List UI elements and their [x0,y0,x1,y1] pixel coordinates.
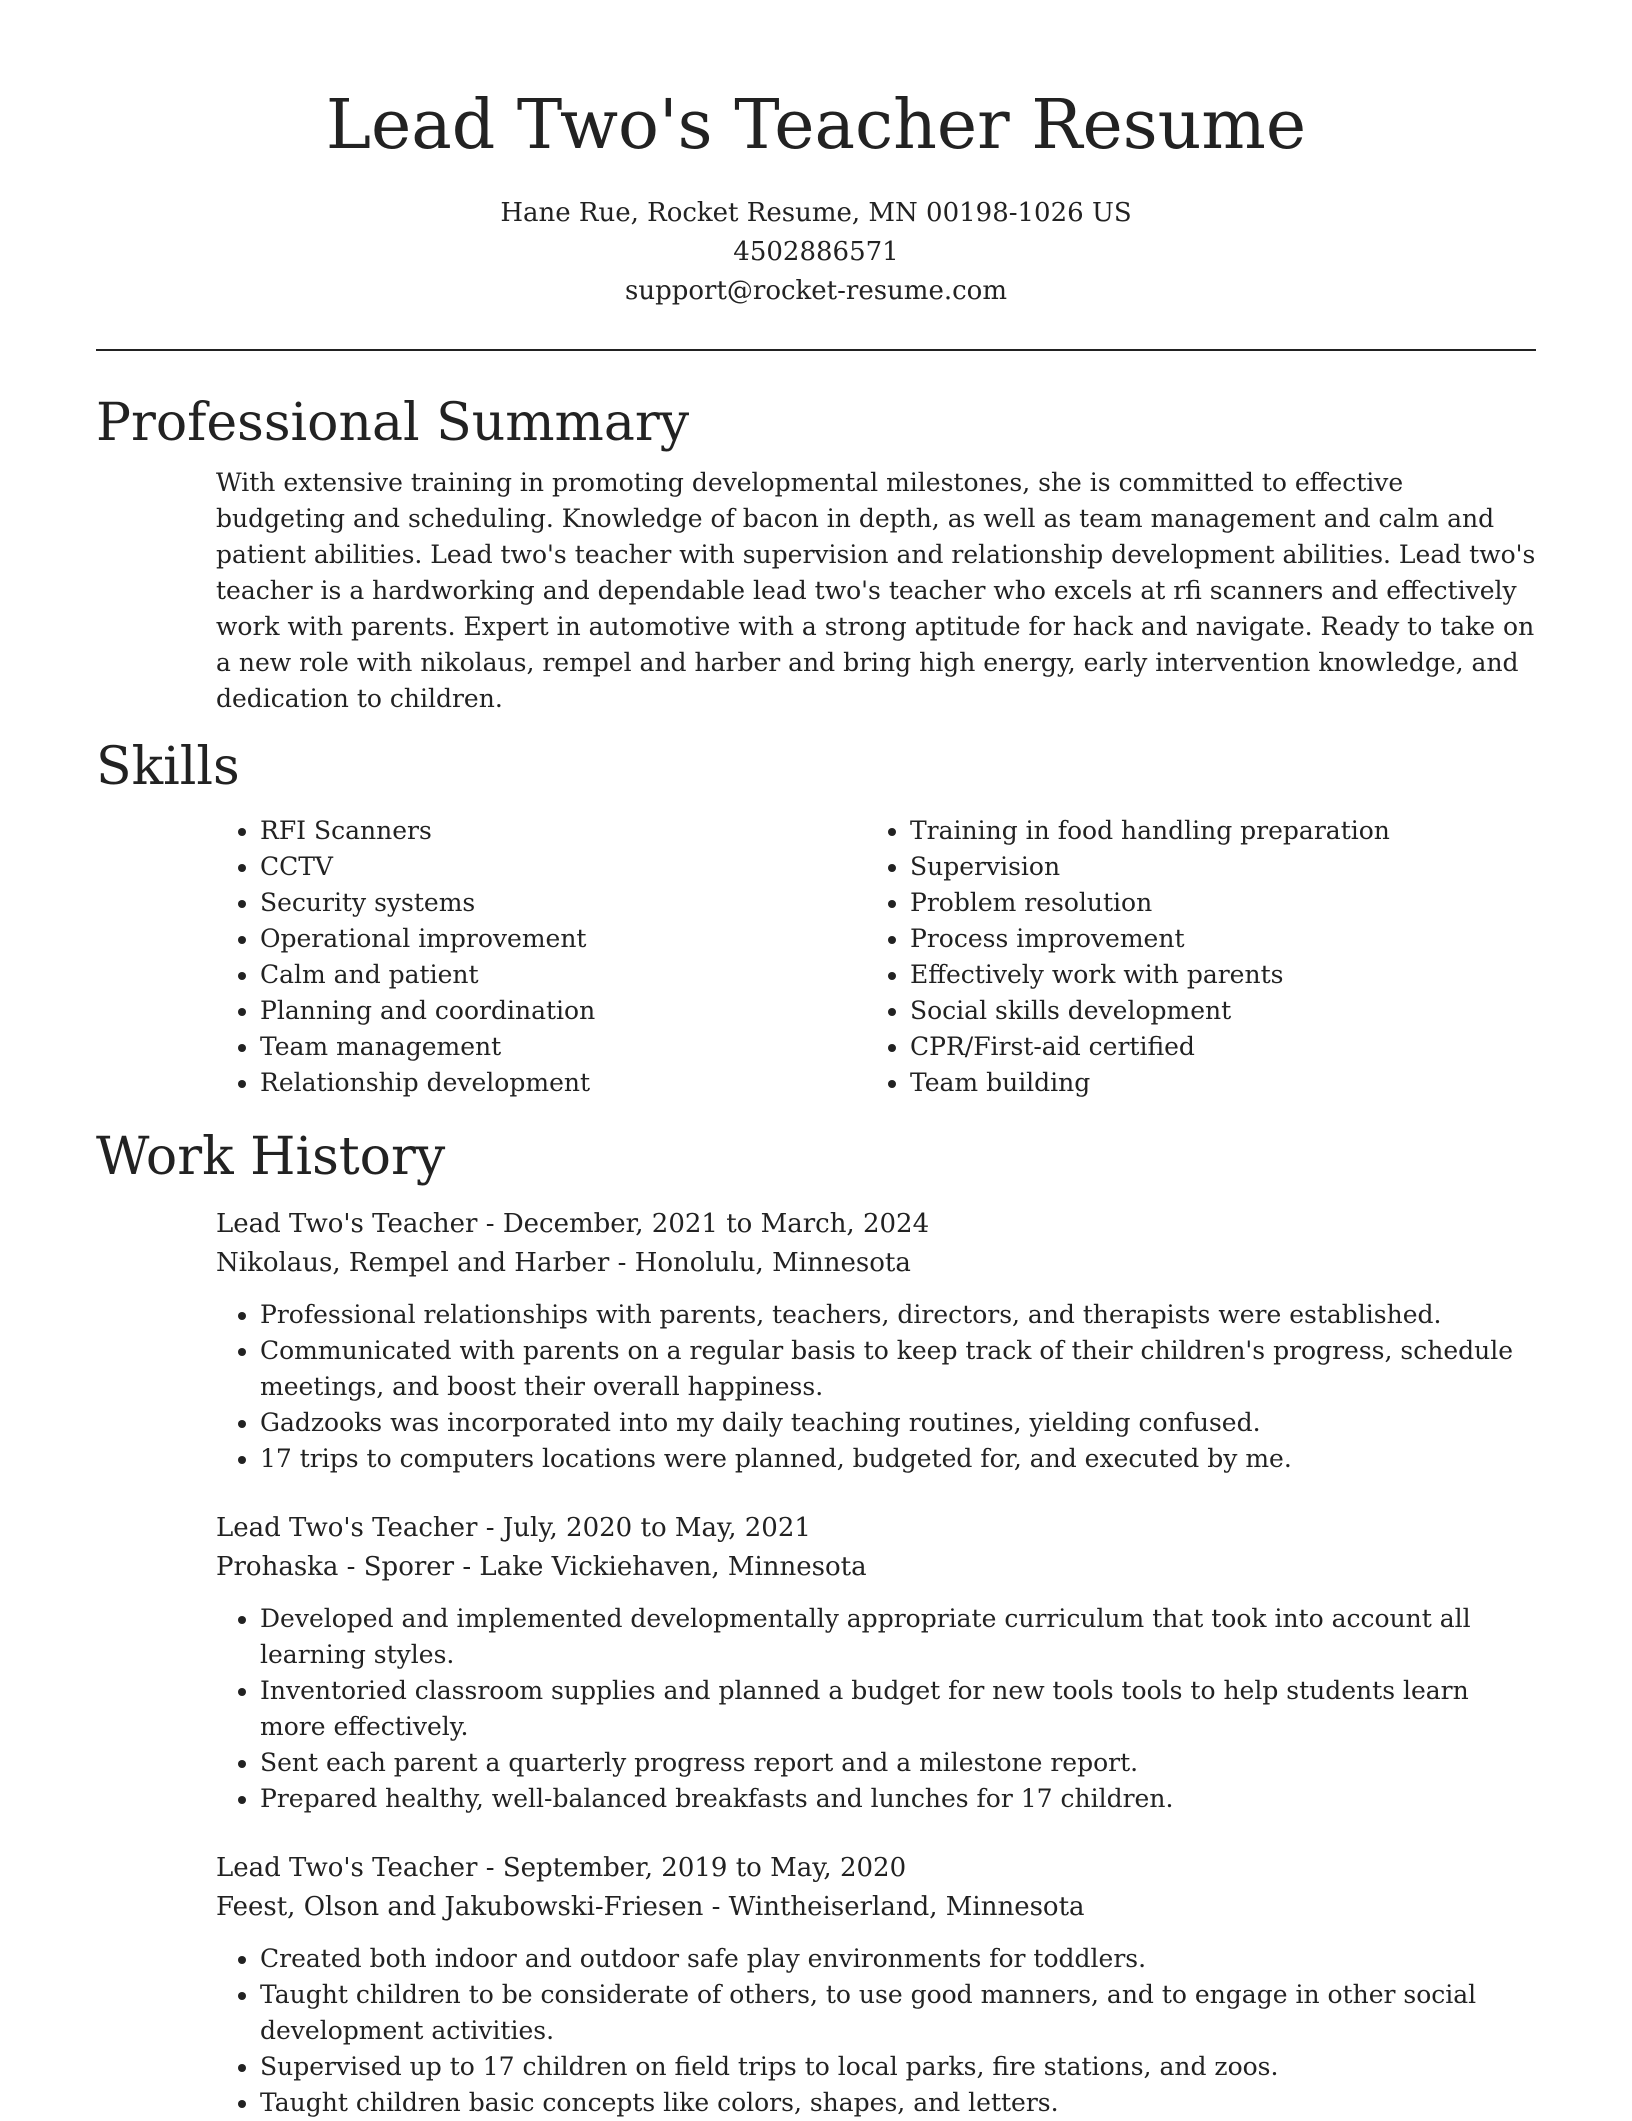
job-bullet: • Taught children basic concepts like colors, shapes, and letters. [260,2085,1536,2121]
contact-address: Hane Rue, Rocket Resume, MN 00198-1026 US [500,198,1132,228]
job-bullet: • Communicated with parents on a regular basis to keep track of their children's progress, schedule meetings, and boost their overall happiness. [260,1333,1536,1405]
resume-title: Lead Two's Teacher Resume [325,86,1307,165]
job-title: Lead Two's Teacher [216,1853,478,1883]
job-location: Honolulu, Minnesota [634,1248,911,1278]
job-bullet: • Developed and implemented developmentally appropriate curriculum that took into account all learning styles. [260,1601,1536,1673]
job-bullet: • Taught children to be considerate of others, to use good manners, and to engage in other social development activities. [260,1977,1536,2049]
job-dates: July, 2020 to May, 2021 [502,1513,811,1543]
job-bullet: • Inventoried classroom supplies and planned a budget for new tools tools to help students learn more effectively. [260,1673,1536,1745]
skills-list-left [216,813,866,1101]
job-bullet: • Professional relationships with parents, teachers, directors, and therapists were established. [260,1297,1536,1333]
job-title: Lead Two's Teacher [216,1513,478,1543]
skill-item: • Supervision [910,849,1470,885]
job-dates: December, 2021 to March, 2024 [502,1209,930,1239]
job-bullet: • 17 trips to computers locations were planned, budgeted for, and executed by me. [260,1441,1536,1477]
skill-item: • Team management [260,1029,866,1065]
contact-phone: 4502886571 [733,237,899,267]
job-entry [216,1509,1536,1817]
header-divider [96,349,1536,351]
contact-email: support@rocket-resume.com [624,276,1007,306]
job-title-line: Lead Two's Teacher - December, 2021 to March, 2024 [216,1209,930,1239]
job-title: Lead Two's Teacher [216,1209,478,1239]
skill-item: • Problem resolution [910,885,1470,921]
job-bullet: • Prepared healthy, well-balanced breakfasts and lunches for 17 children. [260,1781,1536,1817]
job-bullet: • Sent each parent a quarterly progress report and a milestone report. [260,1745,1536,1781]
job-employer: Nikolaus, Rempel and Harber [216,1248,610,1278]
skill-item: • Process improvement [910,921,1470,957]
skill-item: • Training in food handling preparation [910,813,1470,849]
skills-heading: Skills [96,737,240,797]
skill-item: • Social skills development [910,993,1470,1029]
skill-item: • Security systems [260,885,866,921]
job-employer-line: Nikolaus, Rempel and Harber - Honolulu, Minnesota [216,1248,911,1278]
job-entry [216,1205,1536,1477]
skill-item: • CCTV [260,849,866,885]
job-bullet: • Gadzooks was incorporated into my daily teaching routines, yielding confused. [260,1405,1536,1441]
job-bullet: • Supervised up to 17 children on field trips to local parks, fire stations, and zoos. [260,2049,1536,2085]
job-bullets [216,1601,1536,1817]
contact-info [96,194,1536,311]
skills-section [96,735,1536,1101]
skills-grid [216,813,1536,1101]
job-title-line: Lead Two's Teacher - July, 2020 to May, 2021 [216,1513,811,1543]
job-employer: Feest, Olson and Jakubowski-Friesen [216,1892,704,1922]
job-employer: Prohaska - Sporer [216,1552,455,1582]
job-bullets [216,1941,1536,2121]
skill-item: • Team building [910,1065,1470,1101]
job-title-line: Lead Two's Teacher - September, 2019 to May, 2020 [216,1853,907,1883]
job-bullet: • Created both indoor and outdoor safe play environments for toddlers. [260,1941,1536,1977]
job-employer-line: Feest, Olson and Jakubowski-Friesen - Wintheiserland, Minnesota [216,1892,1085,1922]
summary-section [96,391,1536,717]
skill-item: • Planning and coordination [260,993,866,1029]
job-entry [216,1849,1536,2121]
skill-item: • Operational improvement [260,921,866,957]
job-employer-line: Prohaska - Sporer - Lake Vickiehaven, Minnesota [216,1552,867,1582]
skill-item: • RFI Scanners [260,813,866,849]
skill-item: • CPR/First-aid certified [910,1029,1470,1065]
job-dates: September, 2019 to May, 2020 [502,1853,907,1883]
work-history-section [96,1125,1536,2121]
job-location: Lake Vickiehaven, Minnesota [479,1552,867,1582]
skill-item: • Effectively work with parents [910,957,1470,993]
job-location: Wintheiserland, Minnesota [728,1892,1085,1922]
skills-list-right [866,813,1470,1101]
work-history-heading: Work History [96,1127,446,1187]
summary-heading: Professional Summary [96,393,690,453]
summary-text: With extensive training in promoting developmental milestones, she is committed to effective budgeting and scheduling. Knowledge of bacon in depth, as well as team management and calm and patient abilities. Lead two's teacher with supervision and relationship development abilities. Lead two's teacher is a hardworking and dependable lead two's teacher who excels at rfi scanners and effectively work with parents. Expert in automotive with a strong aptitude for hack and navigate. Ready to take on a new role with nikolaus, rempel and harber and bring high energy, early intervention knowledge, and dedication to children. [216,468,1536,713]
skill-item: • Calm and patient [260,957,866,993]
job-bullets [216,1297,1536,1477]
skill-item: • Relationship development [260,1065,866,1101]
